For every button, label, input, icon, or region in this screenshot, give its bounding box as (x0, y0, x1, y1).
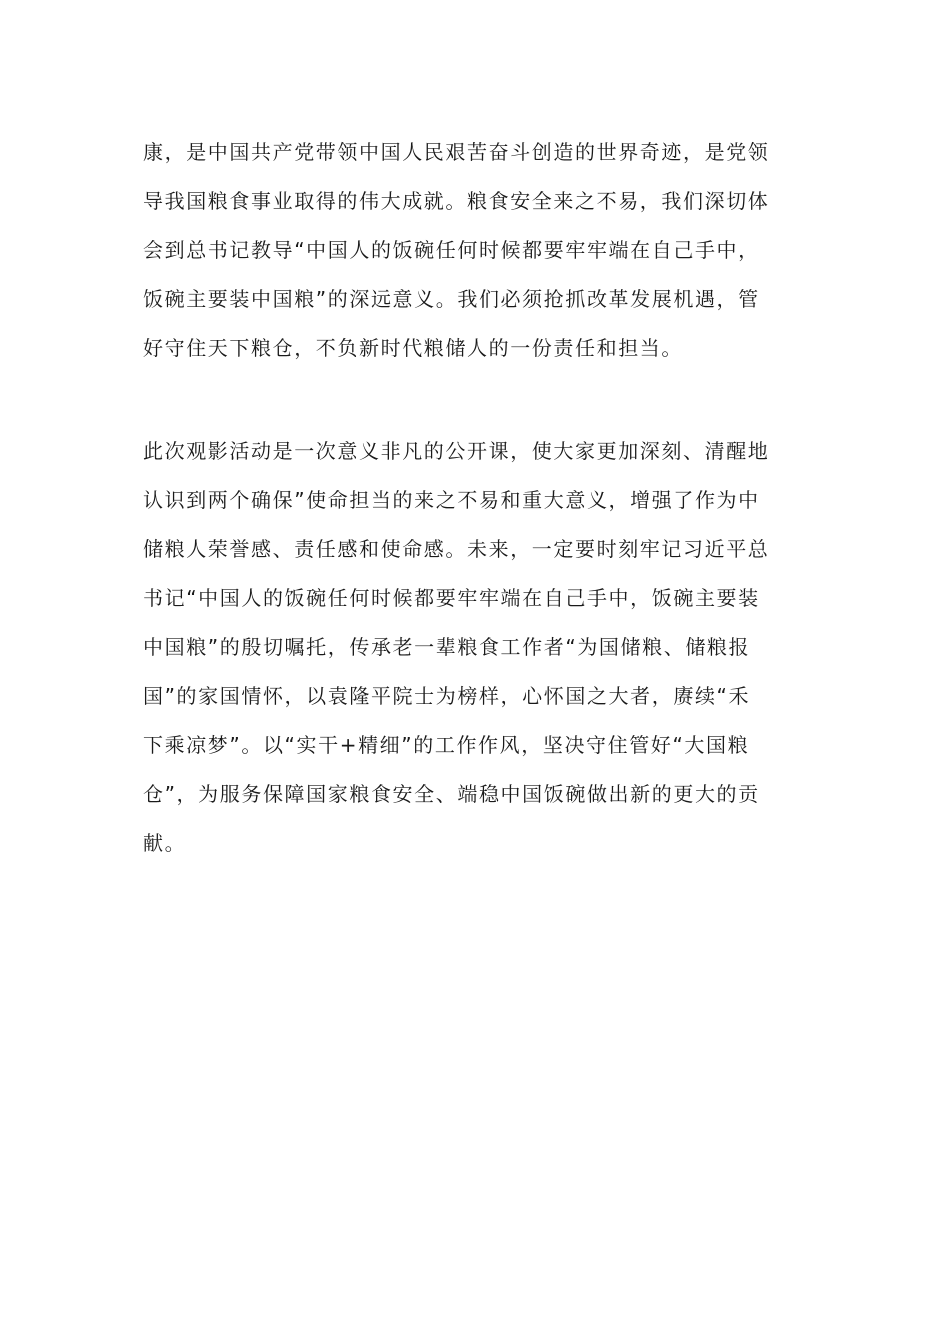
text-line: 储粮人荣誉感、责任感和使命感。未来，一定要时刻牢记习近平总 (143, 537, 770, 561)
text-line: 国”的家国情怀，以袁隆平院士为榜样，心怀国之大者，赓续“禾 (143, 684, 751, 708)
text-line: 会到总书记教导“中国人的饭碗任何时候都要牢牢端在自己手中， (143, 238, 760, 262)
text-line: 下乘凉梦”。以“实干+精细”的工作作风，坚决守住管好“大国粮 (143, 733, 750, 757)
text-line: 中国粮”的殷切嘱托，传承老一辈粮食工作者“为国储粮、储粮报 (143, 635, 751, 659)
text-line: 导我国粮食事业取得的伟大成就。粮食安全来之不易，我们深切体 (143, 189, 770, 213)
text-line: 好守住天下粮仓，不负新时代粮储人的一份责任和担当。 (143, 336, 683, 360)
text-line: 康，是中国共产党带领中国人民艰苦奋斗创造的世界奇迹，是党领 (143, 140, 770, 164)
paragraph-film-activity (143, 427, 823, 868)
paragraph-grain-security (143, 128, 823, 373)
text-line: 认识到两个确保”使命担当的来之不易和重大意义，增强了作为中 (143, 488, 760, 512)
text-line: 饭碗主要装中国粮”的深远意义。我们必须抢抓改革发展机遇，管 (143, 287, 760, 311)
text-line: 此次观影活动是一次意义非凡的公开课，使大家更加深刻、清醒地 (143, 439, 770, 463)
text-line: 书记“中国人的饭碗任何时候都要牢牢端在自己手中，饭碗主要装 (143, 586, 760, 610)
text-line: 仓”，为服务保障国家粮食安全、端稳中国饭碗做出新的更大的贡 (143, 782, 760, 806)
text-line: 献。 (143, 831, 187, 855)
